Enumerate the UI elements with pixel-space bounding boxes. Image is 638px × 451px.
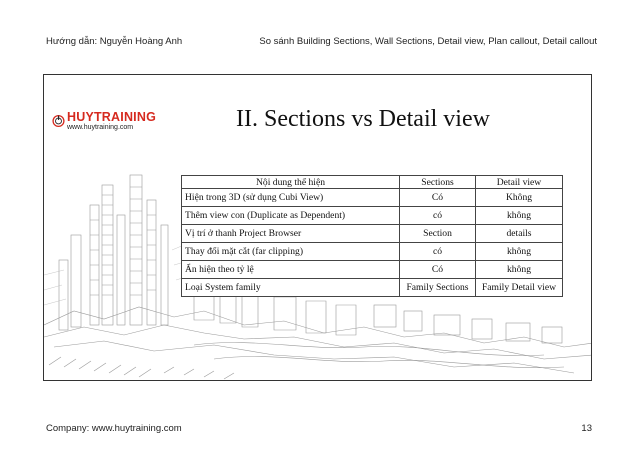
table-cell: Loại System family: [182, 279, 400, 297]
table-header-row: [182, 176, 563, 189]
logo-brand: HUYTRAINING: [66, 109, 156, 124]
table-cell: Có: [400, 189, 476, 207]
header-topic: So sánh Building Sections, Wall Sections, Detail view, Plan callout, Detail callout: [259, 36, 597, 47]
page-number: 13: [581, 423, 592, 434]
table-cell: Hiện trong 3D (sử dụng Cubi View): [182, 189, 400, 207]
column-header-detail-view: Detail view: [476, 176, 563, 189]
column-header-sections: Sections: [400, 176, 476, 189]
slide-title: II. Sections vs Detail view: [236, 106, 490, 132]
table-cell: không: [476, 243, 563, 261]
slide-frame: [43, 74, 592, 381]
comparison-table: [181, 175, 563, 297]
table-row: [182, 243, 563, 261]
header-author: Hướng dẫn: Nguyễn Hoàng Anh: [46, 36, 183, 47]
table-cell: Family Sections: [400, 279, 476, 297]
table-cell: Family Detail view: [476, 279, 563, 297]
table-cell: Có: [400, 261, 476, 279]
table-cell: details: [476, 225, 563, 243]
table-row: [182, 261, 563, 279]
table-cell: Không: [476, 189, 563, 207]
column-header-content: Nội dung thể hiện: [182, 176, 400, 189]
table-cell: Section: [400, 225, 476, 243]
table-cell: không: [476, 207, 563, 225]
table-row: [182, 279, 563, 297]
table-cell: Vị trí ở thanh Project Browser: [182, 225, 400, 243]
huytraining-logo: [52, 106, 156, 136]
table-row: [182, 207, 563, 225]
logo-url: www.huytraining.com: [66, 124, 134, 132]
table-cell: có: [400, 207, 476, 225]
table-cell: Thêm view con (Duplicate as Dependent): [182, 207, 400, 225]
huytraining-logo-icon: [52, 109, 65, 133]
table-cell: có: [400, 243, 476, 261]
table-row: [182, 225, 563, 243]
table-cell: Thay đổi mặt cắt (far clipping): [182, 243, 400, 261]
footer-company: Company: www.huytraining.com: [46, 423, 182, 434]
table-cell: không: [476, 261, 563, 279]
table-cell: Ẩn hiện theo tỷ lệ: [182, 261, 400, 279]
table-row: [182, 189, 563, 207]
